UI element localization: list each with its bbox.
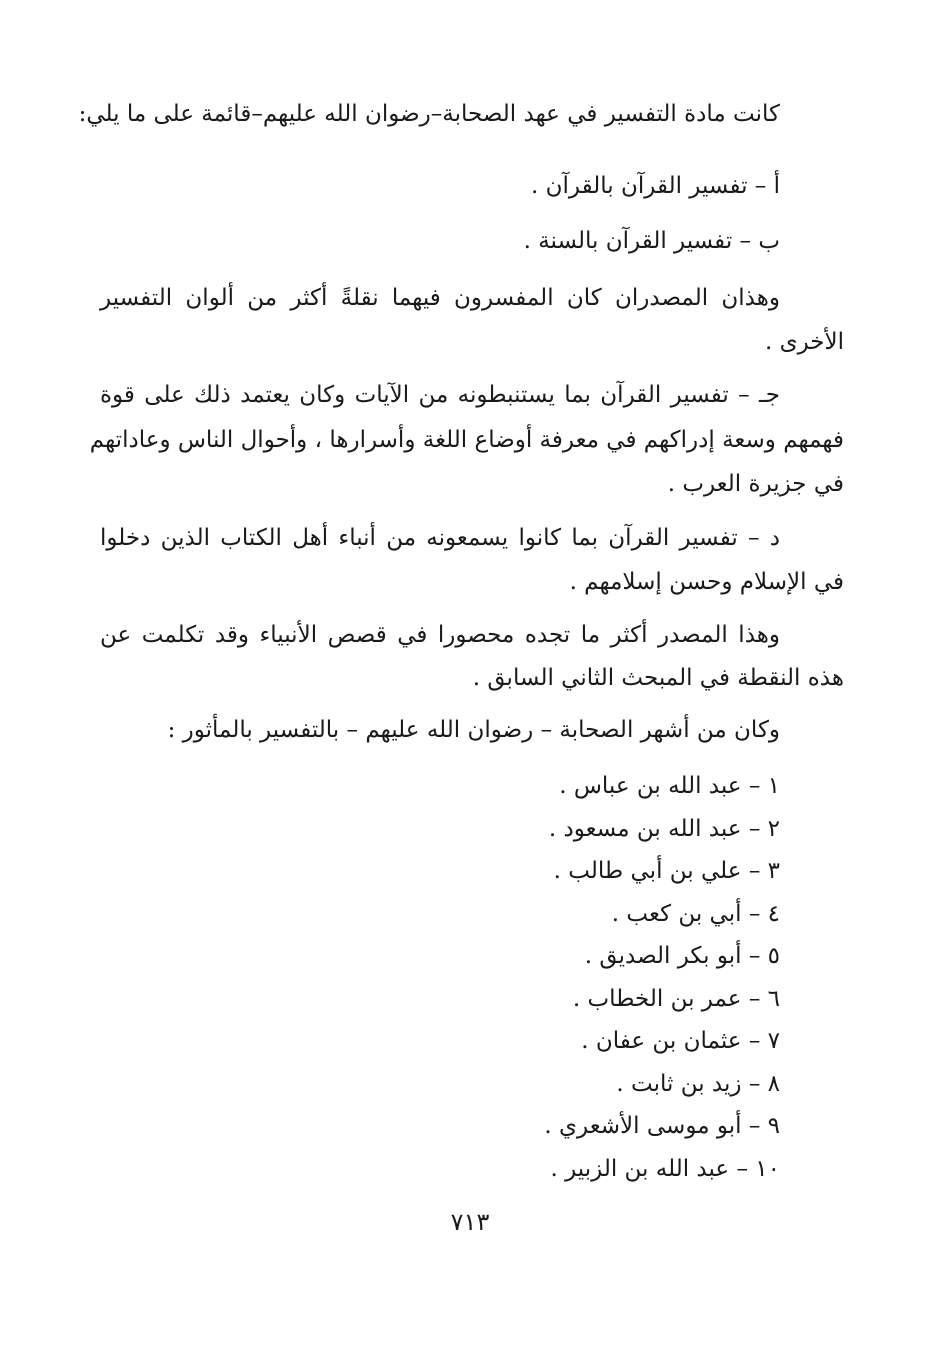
list-item-a: أ – تفسير القرآن بالقرآن . bbox=[531, 173, 780, 199]
page-number: ٧١٣ bbox=[450, 1208, 490, 1236]
companion-item: ٨ – زيد بن ثابت . bbox=[616, 1071, 780, 1097]
paragraph-1-line-2: الأخرى . bbox=[764, 329, 844, 355]
paragraph-2-line-2: فهمهم وسعة إدراكهم في معرفة أوضاع اللغة وأسرارها ، وأحوال الناس وعاداتهم bbox=[89, 427, 844, 453]
paragraph-4-line-1: وهذا المصدر أكثر ما تجده محصورا في قصص الأنبياء وقد تكلمت عن bbox=[100, 622, 780, 648]
companion-item: ٥ – أبو بكر الصديق . bbox=[584, 943, 780, 969]
companion-item: ٢ – عبد الله بن مسعود . bbox=[548, 816, 780, 842]
paragraph-5-line-1: وكان من أشهر الصحابة – رضوان الله عليهم – بالتفسير بالمأثور : bbox=[167, 717, 780, 743]
paragraph-2-line-1: جـ – تفسير القرآن بما يستنبطونه من الآيات وكان يعتمد ذلك على قوة bbox=[100, 382, 780, 408]
list-item-b: ب – تفسير القرآن بالسنة . bbox=[523, 228, 780, 254]
intro-line: كانت مادة التفسير في عهد الصحابة–رضوان الله عليهم–قائمة على ما يلي: bbox=[78, 101, 780, 127]
companion-item: ٩ – أبو موسى الأشعري . bbox=[544, 1113, 780, 1139]
paragraph-2-line-3: في جزيرة العرب . bbox=[667, 471, 844, 497]
companion-item: ١٠ – عبد الله بن الزبير . bbox=[550, 1156, 780, 1182]
companion-item: ٧ – عثمان بن عفان . bbox=[581, 1028, 780, 1054]
companion-item: ٣ – علي بن أبي طالب . bbox=[553, 858, 780, 884]
paragraph-1-line-1: وهذان المصدران كان المفسرون فيهما نقلةً أكثر من ألوان التفسير bbox=[100, 285, 780, 311]
paragraph-3-line-1: د – تفسير القرآن بما كانوا يسمعونه من أنباء أهل الكتاب الذين دخلوا bbox=[100, 525, 780, 551]
companion-item: ١ – عبد الله بن عباس . bbox=[559, 773, 780, 799]
companion-item: ٤ – أبي بن كعب . bbox=[611, 901, 780, 927]
companion-item: ٦ – عمر بن الخطاب . bbox=[572, 986, 780, 1012]
paragraph-3-line-2: في الإسلام وحسن إسلامهم . bbox=[569, 569, 844, 595]
paragraph-4-line-2: هذه النقطة في المبحث الثاني السابق . bbox=[472, 665, 844, 691]
